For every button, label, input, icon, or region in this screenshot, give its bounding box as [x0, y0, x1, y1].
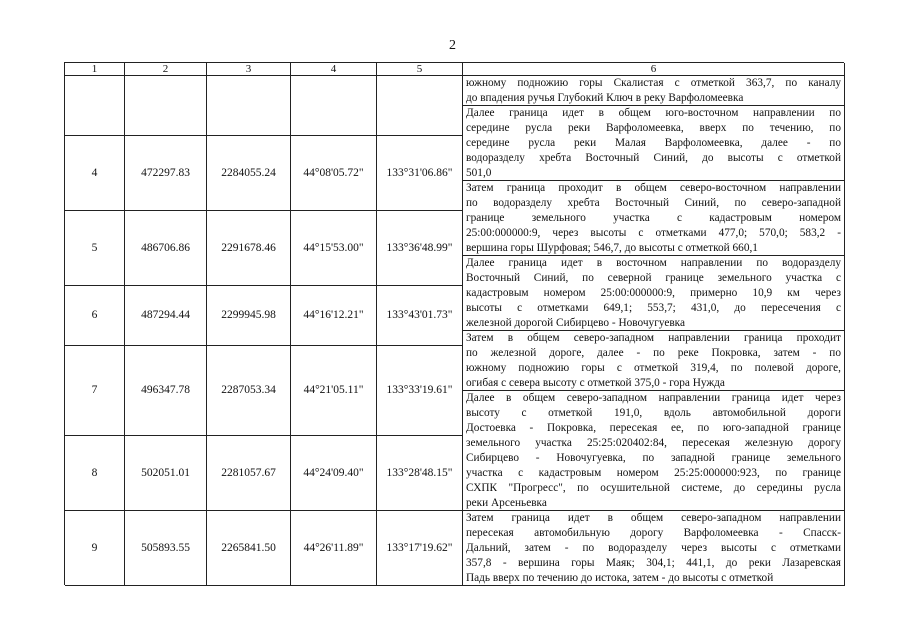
- empty-cell: [291, 76, 377, 136]
- coord-y: 2291678.46: [207, 211, 291, 286]
- description-line: середине русла реки Малая Варфоломеевка, далее - по: [466, 137, 841, 149]
- description-line: земельного участка 25:25:020402:84, пересекая железную дорогу: [466, 437, 841, 449]
- description-line: южному подножию горы Скалистая с отметкой 363,7, по каналу: [466, 77, 841, 89]
- description-line: по железной дороге, далее - по реке Покровка, затем - по: [466, 347, 841, 359]
- coord-x: 487294.44: [125, 286, 207, 346]
- description-line: Сибирцево - Новочугуевка, по западной границе земельного: [466, 452, 841, 464]
- boundary-description: [463, 181, 845, 256]
- coord-x: 486706.86: [125, 211, 207, 286]
- coord-y: 2281057.67: [207, 436, 291, 511]
- longitude: 133°43'01.73": [377, 286, 463, 346]
- description-line: высоты с отметками 649,1; 553,7; 431,0, до пересечения с: [466, 302, 841, 314]
- boundary-table: [64, 62, 844, 585]
- description-line: до впадения ручья Глубокий Ключ в реку Варфоломеевка: [466, 92, 744, 104]
- description-line: Далее граница идет в восточном направлении по водоразделу: [466, 257, 841, 269]
- description-line: водоразделу хребта Восточный Синий, до высоты с отметкой: [466, 152, 841, 164]
- coord-x: 496347.78: [125, 346, 207, 436]
- description-line: Достоевка - Покровка, пересекая ее, по юго-западной границе: [466, 422, 841, 434]
- column-header: 2: [125, 63, 207, 76]
- point-number: 7: [65, 346, 125, 436]
- latitude: 44°08'05.72": [291, 136, 377, 211]
- description-line: 501,0: [466, 167, 492, 179]
- latitude: 44°15'53.00": [291, 211, 377, 286]
- description-line: Затем граница проходит в общем северо-восточном направлении: [466, 182, 841, 194]
- description-line: Падь вверх по течению до истока, затем - до высоты с отметкой: [466, 572, 774, 584]
- empty-cell: [207, 76, 291, 136]
- boundary-description: [463, 106, 845, 181]
- coord-x: 502051.01: [125, 436, 207, 511]
- coord-y: 2265841.50: [207, 511, 291, 586]
- latitude: 44°26'11.89": [291, 511, 377, 586]
- coord-y: 2287053.34: [207, 346, 291, 436]
- description-line: 357,8 - вершина горы Маяк; 304,1; 441,1, до реки Лазаревская: [466, 557, 841, 569]
- description-line: 25:00:000000:9, через высоты с отметками 477,0; 570,0; 583,2 -: [466, 227, 841, 239]
- latitude: 44°16'12.21": [291, 286, 377, 346]
- description-line: кадастровым номером 25:00:000000:9, примерно 10,9 км через: [466, 287, 841, 299]
- description-line: Далее в общем северо-западном направлении граница идет через: [466, 392, 841, 404]
- description-line: реки Арсеньевка: [466, 497, 547, 509]
- point-number: 5: [65, 211, 125, 286]
- description-line: СХПК "Прогресс", по осушительной системе, до середины русла: [466, 482, 841, 494]
- description-line: Затем в общем северо-западном направлении граница проходит: [466, 332, 841, 344]
- point-number: 9: [65, 511, 125, 586]
- description-line: Дальний, затем - по водоразделу через высоты с отметками: [466, 542, 841, 554]
- column-header: 1: [65, 63, 125, 76]
- empty-cell: [65, 76, 125, 136]
- description-line: огибая с севера высоту с отметкой 375,0 - гора Нужда: [466, 377, 725, 389]
- boundary-description: [463, 256, 845, 331]
- boundary-description: [463, 511, 845, 586]
- boundary-description: [463, 331, 845, 391]
- description-line: высоту с отметкой 191,0, вдоль автомобильной дороги: [466, 407, 841, 419]
- longitude: 133°33'19.61": [377, 346, 463, 436]
- empty-cell: [377, 76, 463, 136]
- longitude: 133°28'48.15": [377, 436, 463, 511]
- coord-y: 2284055.24: [207, 136, 291, 211]
- description-line: вершина горы Шурфовая; 546,7, до высоты с отметкой 660,1: [466, 242, 758, 254]
- page-number: 2: [449, 38, 456, 53]
- empty-cell: [125, 76, 207, 136]
- longitude: 133°36'48.99": [377, 211, 463, 286]
- description-line: Затем граница идет в общем северо-западном направлении: [466, 512, 841, 524]
- description-line: железной дорогой Сибирцево - Новочугуевка: [466, 317, 686, 329]
- latitude: 44°24'09.40": [291, 436, 377, 511]
- point-number: 8: [65, 436, 125, 511]
- description-line: южному подножию горы с отметкой 319,4, по полевой дороге,: [466, 362, 841, 374]
- description-line: Далее граница идет в общем юго-восточном направлении по: [466, 107, 841, 119]
- point-number: 6: [65, 286, 125, 346]
- longitude: 133°17'19.62": [377, 511, 463, 586]
- description-line: середине русла реки Варфоломеевка, вверх по течению, по: [466, 122, 841, 134]
- description-line: границе земельного участка с кадастровым номером: [466, 212, 841, 224]
- latitude: 44°21'05.11": [291, 346, 377, 436]
- column-header: 6: [463, 63, 845, 76]
- longitude: 133°31'06.86": [377, 136, 463, 211]
- coord-y: 2299945.98: [207, 286, 291, 346]
- description-line: пересекая автомобильную дорогу Варфоломеевка - Спасск-: [466, 527, 841, 539]
- point-number: 4: [65, 136, 125, 211]
- column-header: 3: [207, 63, 291, 76]
- boundary-description: [463, 391, 845, 511]
- coord-x: 505893.55: [125, 511, 207, 586]
- coord-x: 472297.83: [125, 136, 207, 211]
- column-header: 5: [377, 63, 463, 76]
- description-line: по водоразделу хребта Восточный Синий, по северо-западной: [466, 197, 841, 209]
- description-line: участка с кадастровым номером 25:25:000000:923, по границе: [466, 467, 841, 479]
- description-line: Восточный Синий, по северной границе земельного участка с: [466, 272, 841, 284]
- boundary-description: [463, 76, 845, 106]
- column-header: 4: [291, 63, 377, 76]
